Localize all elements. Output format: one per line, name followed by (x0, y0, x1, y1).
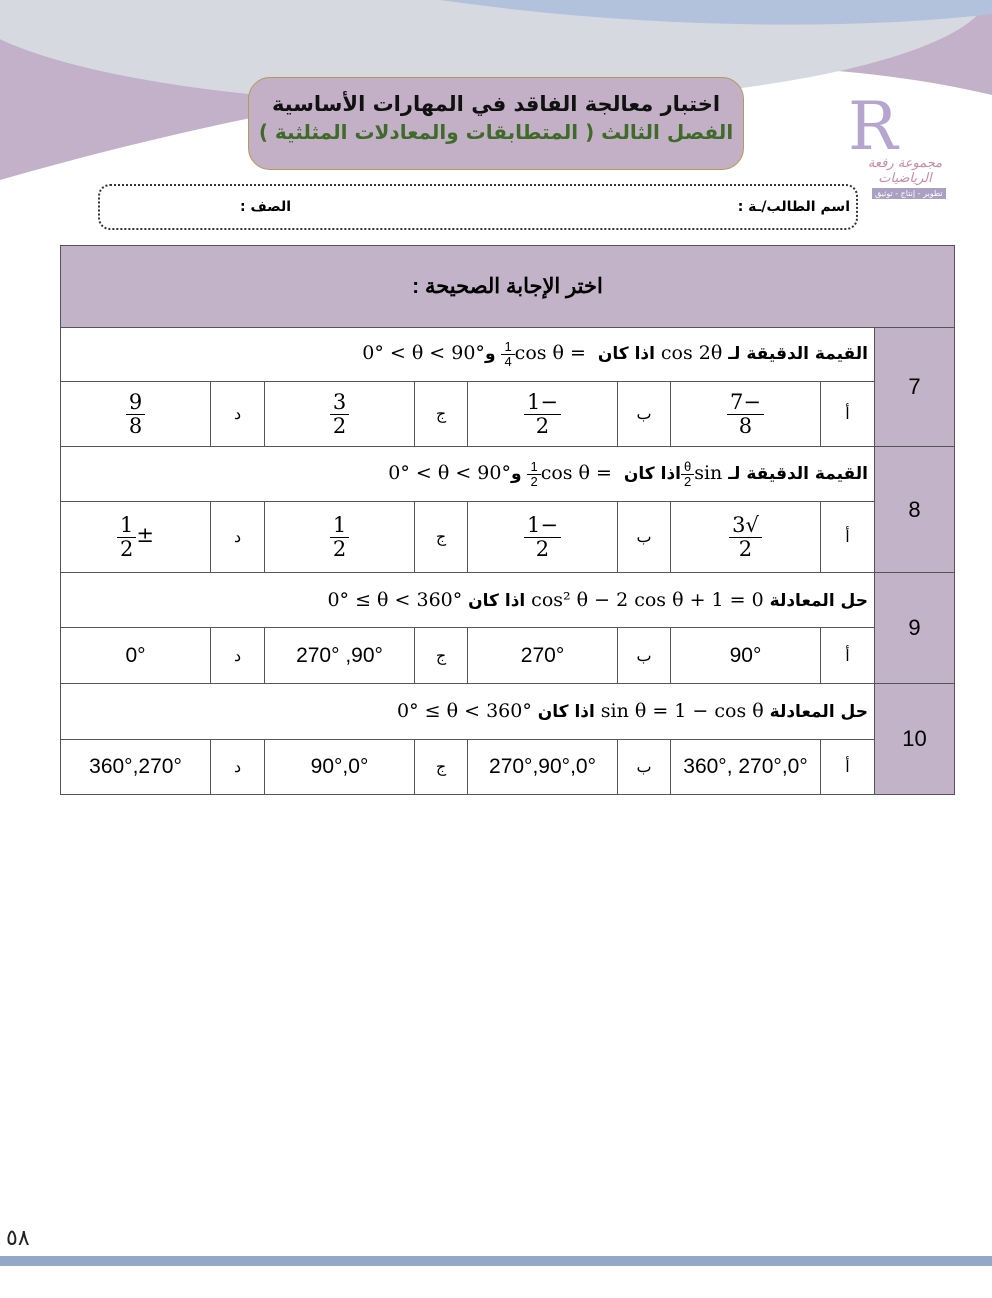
question-text-segment: القيمة الدقيقة لـ (722, 344, 868, 365)
answer-option[interactable] (61, 502, 211, 573)
option-fraction (126, 391, 145, 436)
option-fraction (117, 514, 136, 559)
option-fraction (330, 514, 349, 559)
answer-option[interactable] (671, 502, 821, 573)
answer-option[interactable] (265, 502, 415, 573)
option-label: ب (618, 740, 671, 795)
answer-option[interactable]: 270° (468, 628, 618, 684)
option-fraction (729, 514, 762, 559)
title-line-2: الفصل الثالث ( المتطابقات والمعادلات المثلثية ) (258, 120, 734, 144)
answer-option[interactable] (468, 382, 618, 447)
question-text (61, 684, 875, 740)
fraction-numerator: θ (681, 460, 694, 475)
option-label: ج (415, 628, 468, 684)
fraction-denominator: 2 (535, 413, 550, 438)
math-expression: cos θ = (540, 462, 618, 485)
option-label: ج (415, 740, 468, 795)
math-expression: sin (694, 462, 723, 485)
fraction-numerator: −1 (524, 391, 561, 414)
answer-option[interactable] (265, 382, 415, 447)
fraction-denominator: 2 (120, 536, 134, 561)
math-expression: 0° ≤ θ < 360° (397, 700, 532, 722)
question-text-segment: و (510, 464, 528, 485)
option-label: ب (618, 502, 671, 573)
answer-option[interactable]: 270°,360° (61, 740, 211, 795)
fraction-denominator: 2 (684, 473, 692, 489)
title-box (248, 77, 744, 170)
question-text (61, 573, 875, 628)
answer-option[interactable]: 90°, 270° (265, 628, 415, 684)
fraction-numerator: 1 (501, 340, 514, 355)
option-label: أ (821, 628, 875, 684)
answer-option[interactable] (468, 502, 618, 573)
fraction-numerator: 9 (126, 391, 145, 414)
fraction-denominator: 8 (738, 413, 753, 438)
fraction-denominator: 2 (332, 413, 347, 438)
answer-option[interactable]: 0°,90°,270° (468, 740, 618, 795)
fraction-numerator: 1 (527, 460, 540, 475)
option-label: د (211, 502, 265, 573)
student-info-box (98, 184, 858, 230)
option-label: ب (618, 382, 671, 447)
question-text (61, 328, 875, 382)
page-number: ٥٨ (6, 1226, 30, 1251)
logo-r-icon: R (848, 88, 898, 165)
option-label: د (211, 382, 265, 447)
question-fraction (527, 460, 540, 488)
math-expression: sin θ = 1 − cos θ (600, 700, 764, 722)
fraction-denominator: 4 (504, 354, 512, 369)
logo-text: مجموعة رفعة الرياضيات (867, 156, 943, 186)
question-number: 9 (875, 573, 955, 684)
question-text-segment: حل المعادلة (763, 590, 868, 611)
option-label: أ (821, 740, 875, 795)
option-fraction (524, 391, 561, 436)
fraction-numerator: 1 (330, 514, 349, 537)
fraction-denominator: 2 (535, 536, 550, 561)
fraction-denominator: 2 (738, 536, 753, 561)
class-label: الصف : (240, 199, 291, 215)
fraction-denominator: 2 (332, 536, 347, 561)
fraction-denominator: 2 (530, 473, 538, 489)
math-expression: 0° < θ < 90° (388, 462, 511, 485)
footer-bar (0, 1256, 992, 1266)
question-text-segment: حل المعادلة (763, 702, 868, 722)
math-expression: cos 2θ (660, 342, 723, 365)
fraction-numerator: −1 (524, 514, 561, 537)
answer-option[interactable]: 90° (671, 628, 821, 684)
option-label: أ (821, 382, 875, 447)
answer-option[interactable]: 0°,270° ,360° (671, 740, 821, 795)
question-number: 10 (875, 684, 955, 795)
math-expression: cos θ = (514, 342, 592, 365)
option-label: ب (618, 628, 671, 684)
fraction-numerator: −7 (727, 391, 764, 414)
question-text (61, 447, 875, 502)
option-label: ج (415, 382, 468, 447)
answer-option[interactable]: 0°,90° (265, 740, 415, 795)
answer-option[interactable] (61, 382, 211, 447)
question-number: 8 (875, 447, 955, 573)
questions-table (60, 245, 955, 795)
option-label: ج (415, 502, 468, 573)
question-text-segment: اذا كان (618, 464, 681, 485)
math-expression: 0° ≤ θ < 360° (327, 588, 463, 611)
option-fraction (330, 391, 349, 436)
logo-tagline: تطوير - إنتاج - توثيق (872, 188, 946, 199)
sign: ± (136, 523, 154, 548)
answer-option[interactable] (671, 382, 821, 447)
option-fraction (524, 514, 561, 559)
logo (846, 88, 966, 206)
question-number: 7 (875, 328, 955, 447)
question-text-segment: اذا كان (591, 344, 661, 365)
option-label: د (211, 628, 265, 684)
question-text-segment: القيمة الدقيقة لـ (722, 464, 868, 485)
option-fraction (727, 391, 764, 436)
question-text-segment: و (484, 344, 502, 365)
question-fraction (501, 340, 514, 368)
answer-option[interactable]: 0° (61, 628, 211, 684)
question-text-segment: اذا كان (531, 702, 601, 722)
fraction-numerator: √3 (729, 514, 762, 537)
question-fraction (681, 460, 694, 488)
question-text-segment: اذا كان (462, 590, 532, 611)
fraction-denominator: 8 (128, 413, 143, 438)
option-label: أ (821, 502, 875, 573)
math-expression: 0° < θ < 90° (362, 342, 485, 365)
fraction-numerator: 3 (330, 391, 349, 414)
instruction-heading: اختر الإجابة الصحيحة : (61, 246, 955, 328)
fraction-numerator: 1 (117, 514, 136, 537)
math-expression: cos² θ − 2 cos θ + 1 = 0 (531, 588, 764, 611)
student-name-label: اسم الطالب/ـة : (737, 199, 850, 215)
option-label: د (211, 740, 265, 795)
title-line-1: اختبار معالجة الفاقد في المهارات الأساسية (271, 92, 721, 116)
